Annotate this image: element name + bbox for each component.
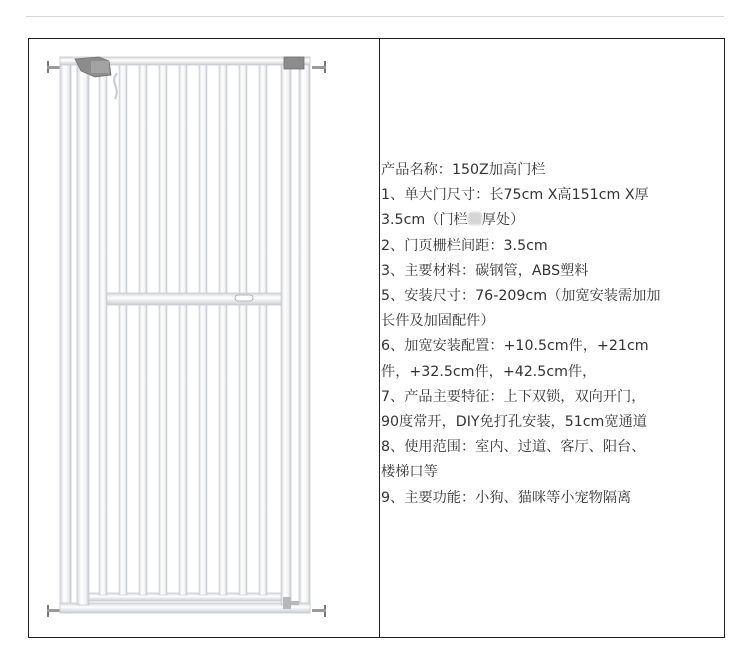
spec-line-features-cont: 90度常开，DIY免打孔安装，51cm宽通道 — [381, 414, 647, 431]
spec-line-door-size: 1、单大门尺寸：长75cm X高151cm X厚 — [381, 187, 649, 204]
spec-line-door-size-part2: 厚处） — [481, 212, 525, 229]
gate-crossbar — [107, 293, 281, 305]
spec-line-function: 9、主要功能：小狗、猫咪等小宠物隔离 — [381, 489, 632, 506]
spec-line-extension-cont: 件，+32.5cm件，+42.5cm件， — [381, 363, 597, 380]
spec-line-extension: 6、加宽安装配置：+10.5cm件，+21cm — [381, 338, 649, 355]
spec-line-install-size-cont: 长件及加固配件） — [381, 313, 495, 330]
spec-line-usage-cont: 楼梯口等 — [381, 464, 438, 481]
spec-line-usage: 8、使用范围：室内、过道、客厅、阳台、 — [381, 439, 646, 456]
spec-text-block — [381, 158, 721, 511]
spec-line-bar-spacing: 2、门页栅栏间距：3.5cm — [381, 237, 548, 254]
spec-line-install-size: 5、安装尺寸：76-209cm（加宽安装需加加 — [381, 288, 661, 305]
spec-line-door-size-cont — [381, 208, 721, 233]
spec-line-product-name: 产品名称：150Z加高门栏 — [381, 162, 546, 178]
top-divider-line — [26, 16, 724, 17]
spec-line-material: 3、主要材料：碳钢管，ABS塑料 — [381, 262, 589, 279]
pet-gate-illustration — [29, 39, 379, 637]
blurred-character — [468, 212, 482, 225]
product-spec-table — [28, 38, 725, 638]
product-image — [29, 39, 379, 637]
gate-vertical-bars — [99, 65, 267, 595]
spec-line-features: 7、产品主要特征：上下双锁，双向开门， — [381, 388, 646, 405]
table-column-divider — [379, 39, 380, 637]
spec-line-door-size-part1: 3.5cm（门栏 — [381, 212, 468, 229]
latch-hook — [114, 73, 117, 99]
